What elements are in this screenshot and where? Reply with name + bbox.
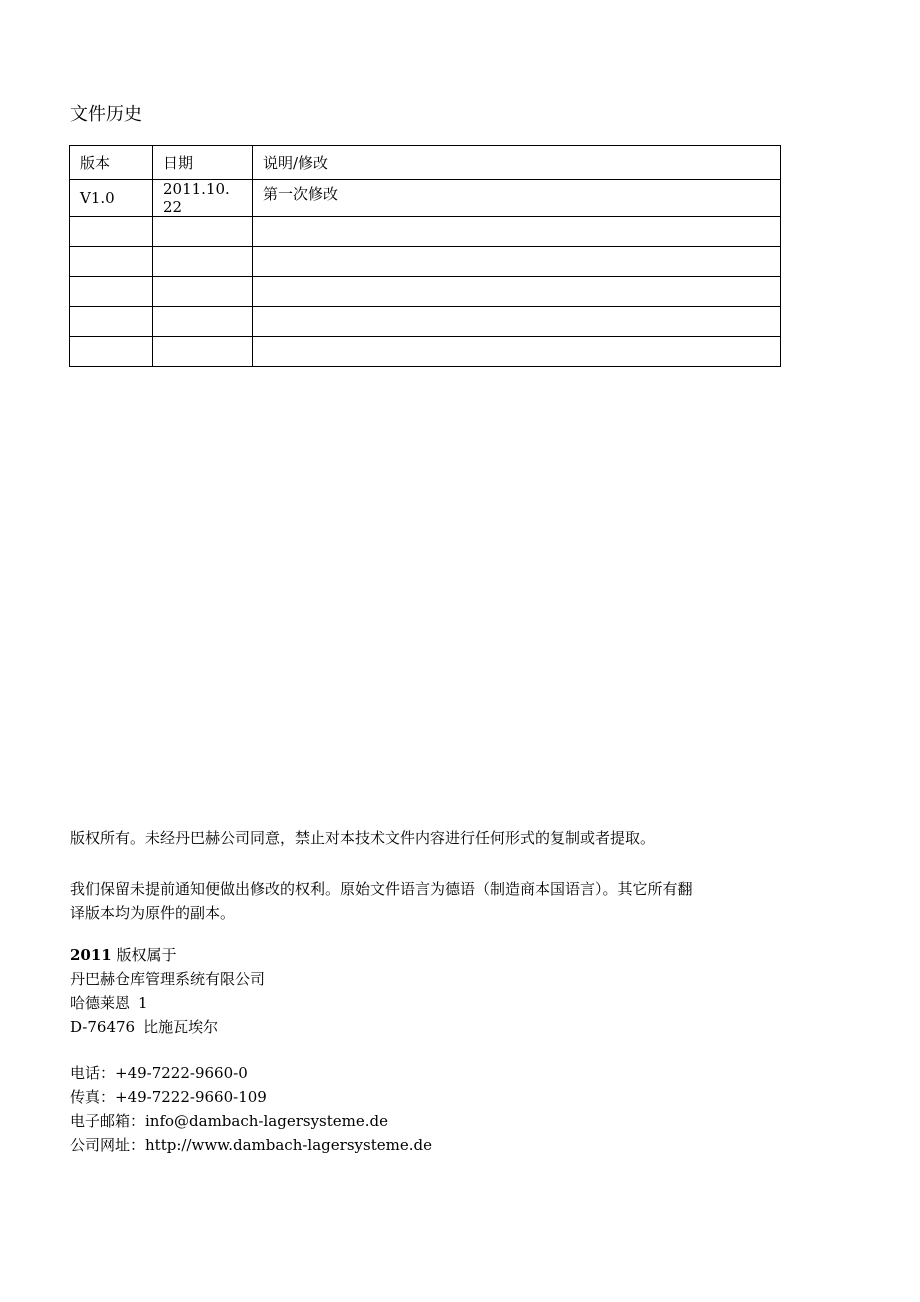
cell-version — [70, 217, 153, 247]
page-title: 文件历史 — [70, 104, 142, 125]
table-row — [70, 180, 781, 217]
header-description: 说明/修改 — [253, 146, 781, 180]
website-line: 公司网址：http://www.dambach-lagersysteme.de — [70, 1136, 432, 1154]
rights-notice: 版权所有。未经丹巴赫公司同意，禁止对本技术文件内容进行任何形式的复制或者提取。 — [70, 829, 656, 847]
contact-block — [70, 1061, 770, 1157]
cell-date — [153, 337, 253, 367]
cell-date — [153, 307, 253, 337]
header-date: 日期 — [153, 146, 253, 180]
street-address — [70, 991, 770, 1015]
cell-date — [153, 277, 253, 307]
cell-description — [253, 337, 781, 367]
table-row — [70, 247, 781, 277]
table-row — [70, 307, 781, 337]
document-history-table — [69, 145, 781, 367]
city: 比施瓦埃尔 — [143, 1018, 219, 1036]
table-row — [70, 217, 781, 247]
reserve-notice-line: 我们保留未提前通知便做出修改的权利。原始文件语言为德语（制造商本国语言）。其它所有翻 — [70, 880, 693, 898]
street-name: 哈德莱恩 — [70, 994, 131, 1012]
cell-date — [153, 217, 253, 247]
fax-line: 传真：+49-7222-9660-109 — [70, 1088, 267, 1106]
table-row — [70, 277, 781, 307]
cell-description — [253, 217, 781, 247]
street-number: 1 — [138, 994, 148, 1012]
table-row — [70, 337, 781, 367]
cell-description — [253, 307, 781, 337]
table-header-row — [70, 146, 781, 180]
cell-description — [253, 277, 781, 307]
reserve-notice — [70, 877, 770, 925]
cell-version — [70, 337, 153, 367]
header-version: 版本 — [70, 146, 153, 180]
cell-version — [70, 247, 153, 277]
company-name: 丹巴赫仓库管理系统有限公司 — [70, 970, 266, 988]
copyright-line — [70, 943, 770, 967]
copyright-text: 版权属于 — [116, 946, 177, 964]
cell-version: V1.0 — [70, 180, 153, 217]
cell-date — [153, 247, 253, 277]
city-address — [70, 1015, 770, 1039]
cell-version — [70, 277, 153, 307]
postcode: D-76476 — [70, 1018, 136, 1036]
cell-description — [253, 247, 781, 277]
copyright-block — [70, 943, 770, 1039]
cell-version — [70, 307, 153, 337]
email-line: 电子邮箱：info@dambach-lagersysteme.de — [70, 1112, 388, 1130]
phone-line: 电话：+49-7222-9660-0 — [70, 1064, 248, 1082]
reserve-notice-line: 译版本均为原件的副本。 — [70, 904, 236, 922]
cell-date: 2011.10. 22 — [153, 180, 253, 217]
copyright-year: 2011 — [70, 946, 112, 964]
cell-description: 第一次修改 — [253, 180, 781, 217]
